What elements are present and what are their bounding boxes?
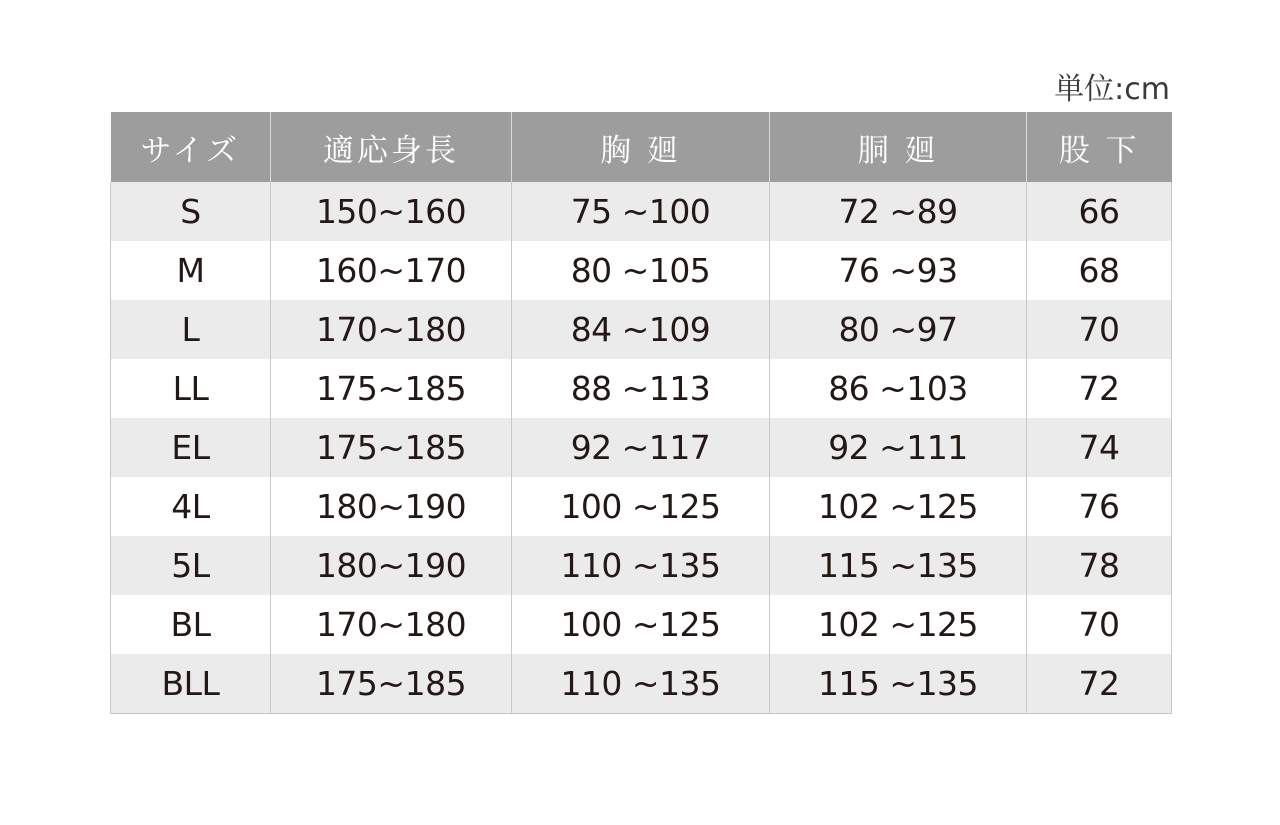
table-row [111, 418, 1172, 477]
cell-chest: 75 ~100 [512, 182, 770, 241]
cell-chest: 88 ~113 [512, 359, 770, 418]
table-row [111, 477, 1172, 536]
cell-waist: 92 ~111 [770, 418, 1027, 477]
header-inseam: 股 下 [1027, 112, 1172, 182]
size-chart-table [110, 112, 1172, 714]
table-row [111, 241, 1172, 300]
cell-waist: 102 ~125 [770, 595, 1027, 654]
unit-label: 単位:cm [1054, 72, 1170, 107]
cell-height: 180~190 [271, 536, 512, 595]
cell-waist: 76 ~93 [770, 241, 1027, 300]
table-body [111, 182, 1172, 714]
cell-inseam: 70 [1027, 595, 1172, 654]
cell-height: 180~190 [271, 477, 512, 536]
cell-waist: 86 ~103 [770, 359, 1027, 418]
cell-height: 175~185 [271, 418, 512, 477]
cell-chest: 84 ~109 [512, 300, 770, 359]
header-chest: 胸 廻 [512, 112, 770, 182]
cell-inseam: 76 [1027, 477, 1172, 536]
cell-size: S [111, 182, 271, 241]
cell-inseam: 72 [1027, 654, 1172, 714]
cell-chest: 100 ~125 [512, 595, 770, 654]
cell-inseam: 66 [1027, 182, 1172, 241]
cell-chest: 80 ~105 [512, 241, 770, 300]
table-row [111, 654, 1172, 714]
cell-height: 150~160 [271, 182, 512, 241]
cell-size: BLL [111, 654, 271, 714]
cell-height: 160~170 [271, 241, 512, 300]
table-row [111, 300, 1172, 359]
cell-chest: 110 ~135 [512, 536, 770, 595]
cell-waist: 102 ~125 [770, 477, 1027, 536]
table-row [111, 595, 1172, 654]
cell-size: M [111, 241, 271, 300]
header-size: サイズ [111, 112, 271, 182]
cell-height: 175~185 [271, 359, 512, 418]
cell-chest: 92 ~117 [512, 418, 770, 477]
cell-inseam: 72 [1027, 359, 1172, 418]
cell-inseam: 70 [1027, 300, 1172, 359]
cell-chest: 110 ~135 [512, 654, 770, 714]
cell-inseam: 68 [1027, 241, 1172, 300]
cell-waist: 115 ~135 [770, 654, 1027, 714]
cell-size: EL [111, 418, 271, 477]
cell-size: L [111, 300, 271, 359]
cell-chest: 100 ~125 [512, 477, 770, 536]
table-header [111, 112, 1172, 182]
cell-waist: 115 ~135 [770, 536, 1027, 595]
table-row [111, 182, 1172, 241]
cell-height: 170~180 [271, 595, 512, 654]
cell-waist: 72 ~89 [770, 182, 1027, 241]
cell-size: LL [111, 359, 271, 418]
cell-size: 5L [111, 536, 271, 595]
cell-inseam: 74 [1027, 418, 1172, 477]
header-height: 適応身長 [271, 112, 512, 182]
header-row [111, 112, 1172, 182]
cell-waist: 80 ~97 [770, 300, 1027, 359]
cell-height: 170~180 [271, 300, 512, 359]
cell-size: BL [111, 595, 271, 654]
cell-inseam: 78 [1027, 536, 1172, 595]
header-waist: 胴 廻 [770, 112, 1027, 182]
cell-height: 175~185 [271, 654, 512, 714]
table-row [111, 536, 1172, 595]
table-row [111, 359, 1172, 418]
cell-size: 4L [111, 477, 271, 536]
